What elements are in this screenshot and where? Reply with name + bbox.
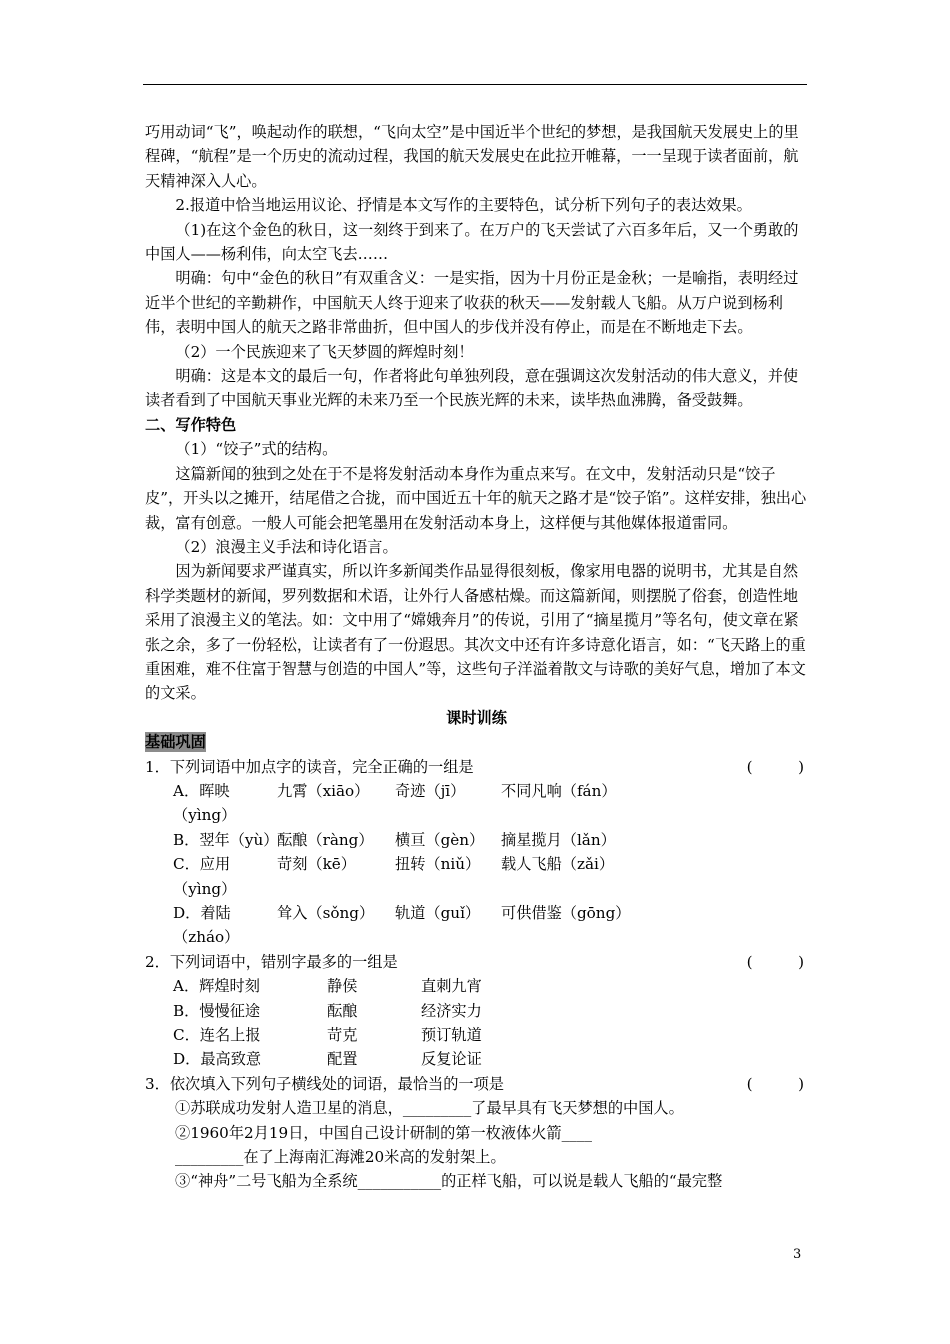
option-cell: 不同凡响（fán） [501, 781, 617, 800]
feature-2-title: （2）浪漫主义手法和诗化语言。 [175, 537, 398, 556]
answer-blank: ( ) [746, 952, 804, 971]
option-row [173, 1023, 808, 1047]
option-cell: C．应用（yìng） [173, 855, 237, 898]
option-row [173, 828, 808, 852]
option-cell: 反复论证 [421, 1050, 482, 1069]
option-row [173, 901, 808, 950]
option-row [173, 852, 808, 901]
option-cell: 苛刻（kē） [277, 855, 356, 874]
option-cell: 耸入（sǒng） [277, 904, 375, 922]
feature-2-body: 因为新闻要求严谨真实，所以许多新闻类作品显得很刻板，像家用电器的说明书，尤其是自然科学类题材的新闻，罗列数据和术语，让外行人备感枯燥。而这篇新闻，则摆脱了俗套，创造性地采用了浪漫主义的笔法。如：文中用了“嫦娥奔月”的传说，引用了“摘星揽月”等名句，使文章在紧张之余，多了一份轻松，让读者有了一份遐思。其次文中还有许多诗意化语言，如：“飞天路上的重重困难，难不住富于智慧与创造的中国人”等，这些句子洋溢着散文与诗歌的美好气息，增加了本文的文采。 [145, 562, 806, 703]
training-title: 课时训练 [446, 708, 507, 727]
option-cell: 可供借鉴（gōng） [501, 904, 631, 922]
option-cell: A．辉煌时刻 [173, 977, 260, 996]
option-cell: 载人飞船（zǎi） [501, 855, 615, 874]
option-cell: B．翌年（yù） [173, 830, 279, 849]
question-3-item: ①苏联成功发射人造卫星的消息，_________了最早具有飞天梦想的中国人。 [175, 1099, 684, 1118]
analysis-sentence-2: （2）一个民族迎来了飞天梦圆的辉煌时刻！ [175, 342, 474, 361]
option-cell: 九霄（xiāo） [277, 781, 370, 800]
option-cell: D．着陆（zháo） [173, 904, 240, 947]
option-row [173, 974, 808, 998]
writing-heading: 二、写作特色 [145, 415, 237, 434]
page-number: 3 [793, 1247, 802, 1262]
option-cell: 苛克 [327, 1026, 358, 1045]
answer-blank: ( ) [746, 757, 804, 776]
question-2-stem [145, 950, 808, 974]
option-cell: 横亘（gèn） [395, 830, 485, 849]
option-cell: 奇迹（jī） [395, 781, 466, 800]
feature-1-title: （1）“饺子”式的结构。 [175, 440, 338, 459]
analysis-sentence-1: （1)在这个金色的秋日，这一刻终于到来了。在万户的飞天尝试了六百多年后，又一个勇敢的中国人——杨利伟，向太空飞去…… [145, 220, 799, 264]
question-1-options [145, 779, 808, 950]
option-cell: C．连名上报 [173, 1026, 261, 1045]
option-cell: D．最高致意 [173, 1050, 262, 1069]
intro-paragraph: 巧用动词“飞”，唤起动作的联想，“飞向太空”是中国近半个世纪的梦想，是我国航天发展史上的里程碑，“航程”是一个历史的流动过程，我国的航天发展史在此拉开帷幕，一一呈现于读者面前，航天精神深入人心。 [145, 123, 799, 190]
option-cell: 轨道（guǐ） [395, 904, 481, 922]
option-row [173, 999, 808, 1023]
section-label: 基础巩固 [145, 733, 206, 752]
option-cell: 预订轨道 [421, 1026, 482, 1045]
option-cell: 摘星揽月（lǎn） [501, 830, 616, 849]
question-text: 2．下列词语中，错别字最多的一组是 [145, 952, 398, 971]
option-cell: B．慢慢征途 [173, 1001, 261, 1020]
question-3-item: _________在了上海南汇海滩20米高的发射架上。 [175, 1148, 506, 1167]
question-text: 3．依次填入下列句子横线处的词语，最恰当的一项是 [145, 1074, 504, 1093]
option-row [173, 779, 808, 828]
option-cell: A．晖映（yìng） [173, 781, 237, 825]
option-cell: 静侯 [327, 977, 358, 996]
option-cell: 经济实力 [421, 1001, 482, 1020]
option-cell: 扭转（niǔ） [395, 855, 481, 874]
document-body [145, 120, 808, 1194]
question-3-item: ③“神舟”二号飞船为全系统___________的正样飞船，可以说是载人飞船的“最完整 [175, 1172, 723, 1191]
question-2-options [145, 974, 808, 1072]
analysis-answer-1: 明确：句中“金色的秋日”有双重含义：一是实指，因为十月份正是金秋；一是喻指，表明经过近半个世纪的辛勤耕作，中国航天人终于迎来了收获的秋天——发射载人飞船。从万户说到杨利伟，表明中国人的航天之路非常曲折，但中国人的步伐并没有停止，而是在不断地走下去。 [145, 269, 799, 337]
analysis-question: 2.报道中恰当地运用议论、抒情是本文写作的主要特色，试分析下列句子的表达效果。 [175, 196, 752, 215]
header-rule [143, 84, 807, 85]
option-cell: 配置 [327, 1050, 358, 1069]
question-3-stem [145, 1072, 808, 1096]
question-3-item: ②1960年2月19日，中国自己设计研制的第一枚液体火箭____ [175, 1123, 592, 1142]
option-cell: 酝酿（ràng） [277, 830, 374, 849]
question-1-stem [145, 755, 808, 779]
feature-1-body: 这篇新闻的独到之处在于不是将发射活动本身作为重点来写。在文中，发射活动只是“饺子皮”，开头以之摊开，结尾借之合拢，而中国近五十年的航天之路才是“饺子馅”。这样安排，独出心裁，富有创意。一般人可能会把笔墨用在发射活动本身上，这样便与其他媒体报道雷同。 [145, 464, 807, 532]
option-cell: 直刺九宵 [421, 977, 482, 996]
option-cell: 酝酿 [327, 1001, 358, 1020]
analysis-answer-2: 明确：这是本文的最后一句，作者将此句单独列段，意在强调这次发射活动的伟大意义，并使读者看到了中国航天事业光辉的未来乃至一个民族光辉的未来，读毕热血沸腾，备受鼓舞。 [145, 367, 799, 410]
answer-blank: ( ) [746, 1074, 804, 1093]
option-row [173, 1047, 808, 1071]
question-text: 1．下列词语中加点字的读音，完全正确的一组是 [145, 757, 474, 776]
